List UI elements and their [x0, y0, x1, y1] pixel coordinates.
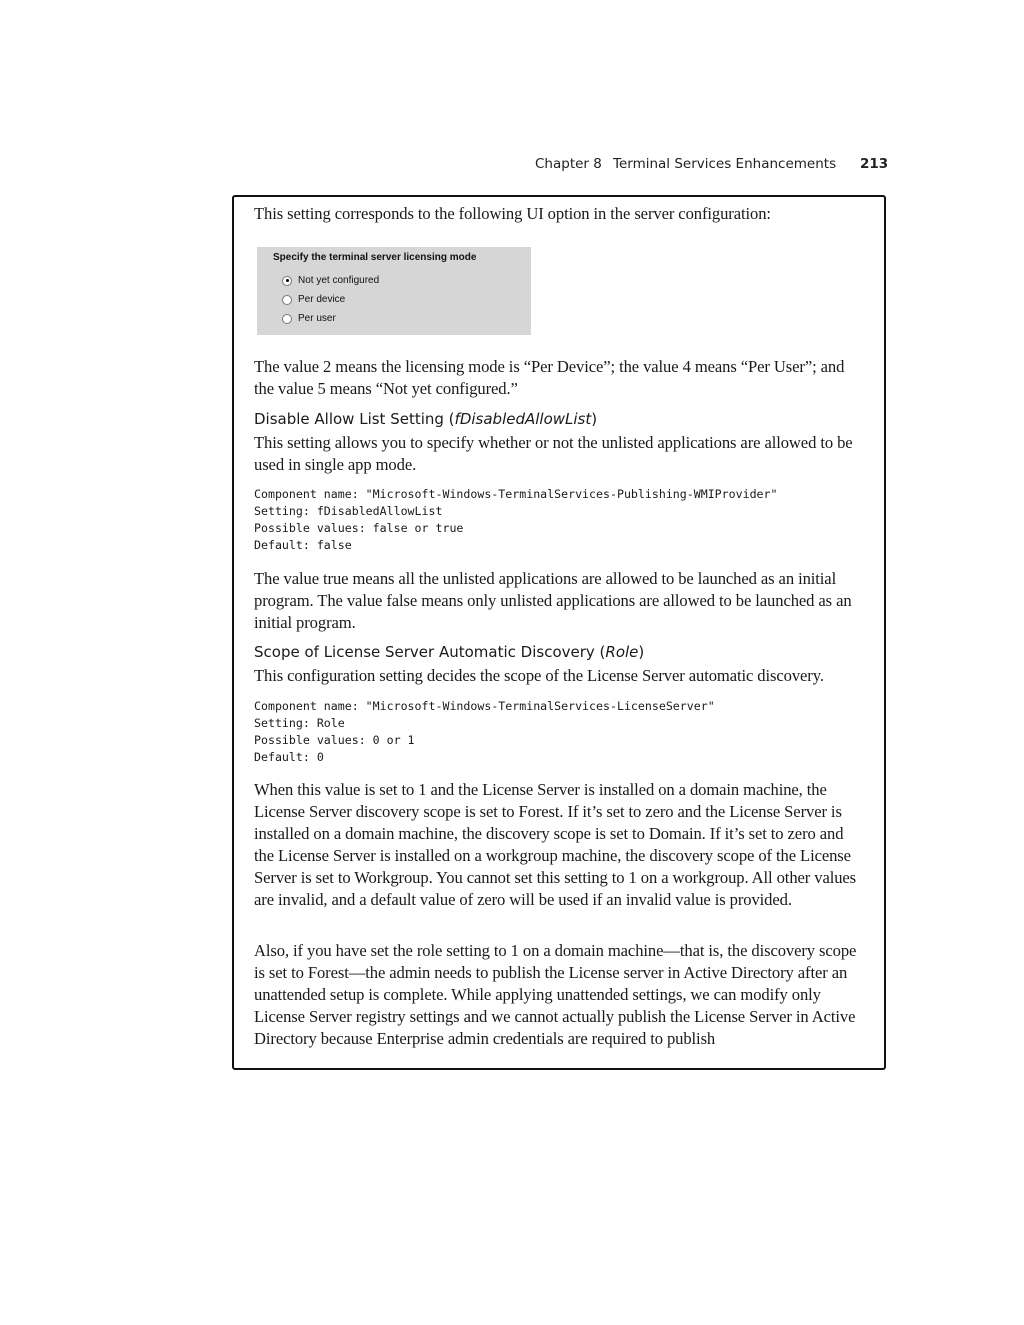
section1-explanation: The value true means all the unlisted applications are allowed to be launched as an initial program. The value false means only unlisted applications are allowed to be launched as an initial program. — [254, 569, 852, 632]
values-paragraph: The value 2 means the licensing mode is “Per Device”; the value 4 means “Per User”; and the value 5 means “Not yet configured.” — [254, 357, 845, 398]
section1-description: This setting allows you to specify whether or not the unlisted applications are allowed to be used in single app mode. — [254, 433, 853, 474]
running-head-chapter: Chapter 8 — [535, 156, 602, 172]
radio-label: Per device — [298, 294, 346, 305]
section2-explanation: When this value is set to 1 and the License Server is installed on a domain machine, the License Server discovery scope is set to Forest. If it’s set to zero and the License Server is installed on a domain machine, the discovery scope is set to Domain. If it’s set to zero and the License Server is installed on a workgroup machine, the discovery scope of the License Server is set to Workgroup. You cannot set this setting to 1 on a workgroup. All other values are invalid, and a default value of zero will be used if an invalid value is provided. — [254, 780, 857, 909]
code-line: Component name: "Microsoft-Windows-TerminalServices-LicenseServer" — [254, 699, 715, 713]
section2-description: This configuration setting decides the scope of the License Server automatic discovery. — [254, 666, 824, 685]
radio-icon — [282, 295, 292, 305]
section2-publish-note: Also, if you have set the role setting to 1 on a domain machine—that is, the discovery scope is set to Forest—the admin needs to publish the License server in Active Directory after an unattended setup is complete. While applying unattended settings, we can modify only License Server registry settings and we cannot actually publish the License Server in Active Directory because Enterprise admin credentials are required to publish — [254, 941, 857, 1048]
radio-per-device[interactable] — [282, 294, 345, 305]
code-line: Component name: "Microsoft-Windows-TerminalServices-Publishing-WMIProvider" — [254, 487, 778, 501]
code-line: Possible values: false or true — [254, 521, 464, 535]
radio-selected-icon — [282, 276, 292, 286]
code-line: Setting: Role — [254, 716, 345, 730]
radio-icon — [282, 314, 292, 324]
section-heading-disable-allow-list: Disable Allow List Setting (fDisabledAllowList) — [254, 410, 598, 428]
code-line: Setting: fDisabledAllowList — [254, 504, 443, 518]
running-head-title: Terminal Services Enhancements — [613, 156, 837, 172]
dialog-title: Specify the terminal server licensing mode — [273, 252, 477, 263]
radio-not-yet-configured[interactable] — [282, 275, 379, 286]
code-line: Default: false — [254, 538, 352, 552]
page-number: 213 — [860, 156, 889, 172]
code-block-2 — [254, 698, 866, 766]
code-line: Default: 0 — [254, 750, 324, 764]
radio-label: Not yet configured — [298, 275, 380, 286]
code-line: Possible values: 0 or 1 — [254, 733, 415, 747]
radio-per-user[interactable] — [282, 313, 336, 324]
radio-label: Per user — [298, 313, 336, 324]
intro-paragraph: This setting corresponds to the following UI option in the server configuration: — [254, 204, 771, 223]
code-block-1 — [254, 486, 866, 554]
section-heading-license-server-scope: Scope of License Server Automatic Discovery (Role) — [254, 643, 645, 661]
licensing-mode-screenshot — [257, 247, 531, 335]
